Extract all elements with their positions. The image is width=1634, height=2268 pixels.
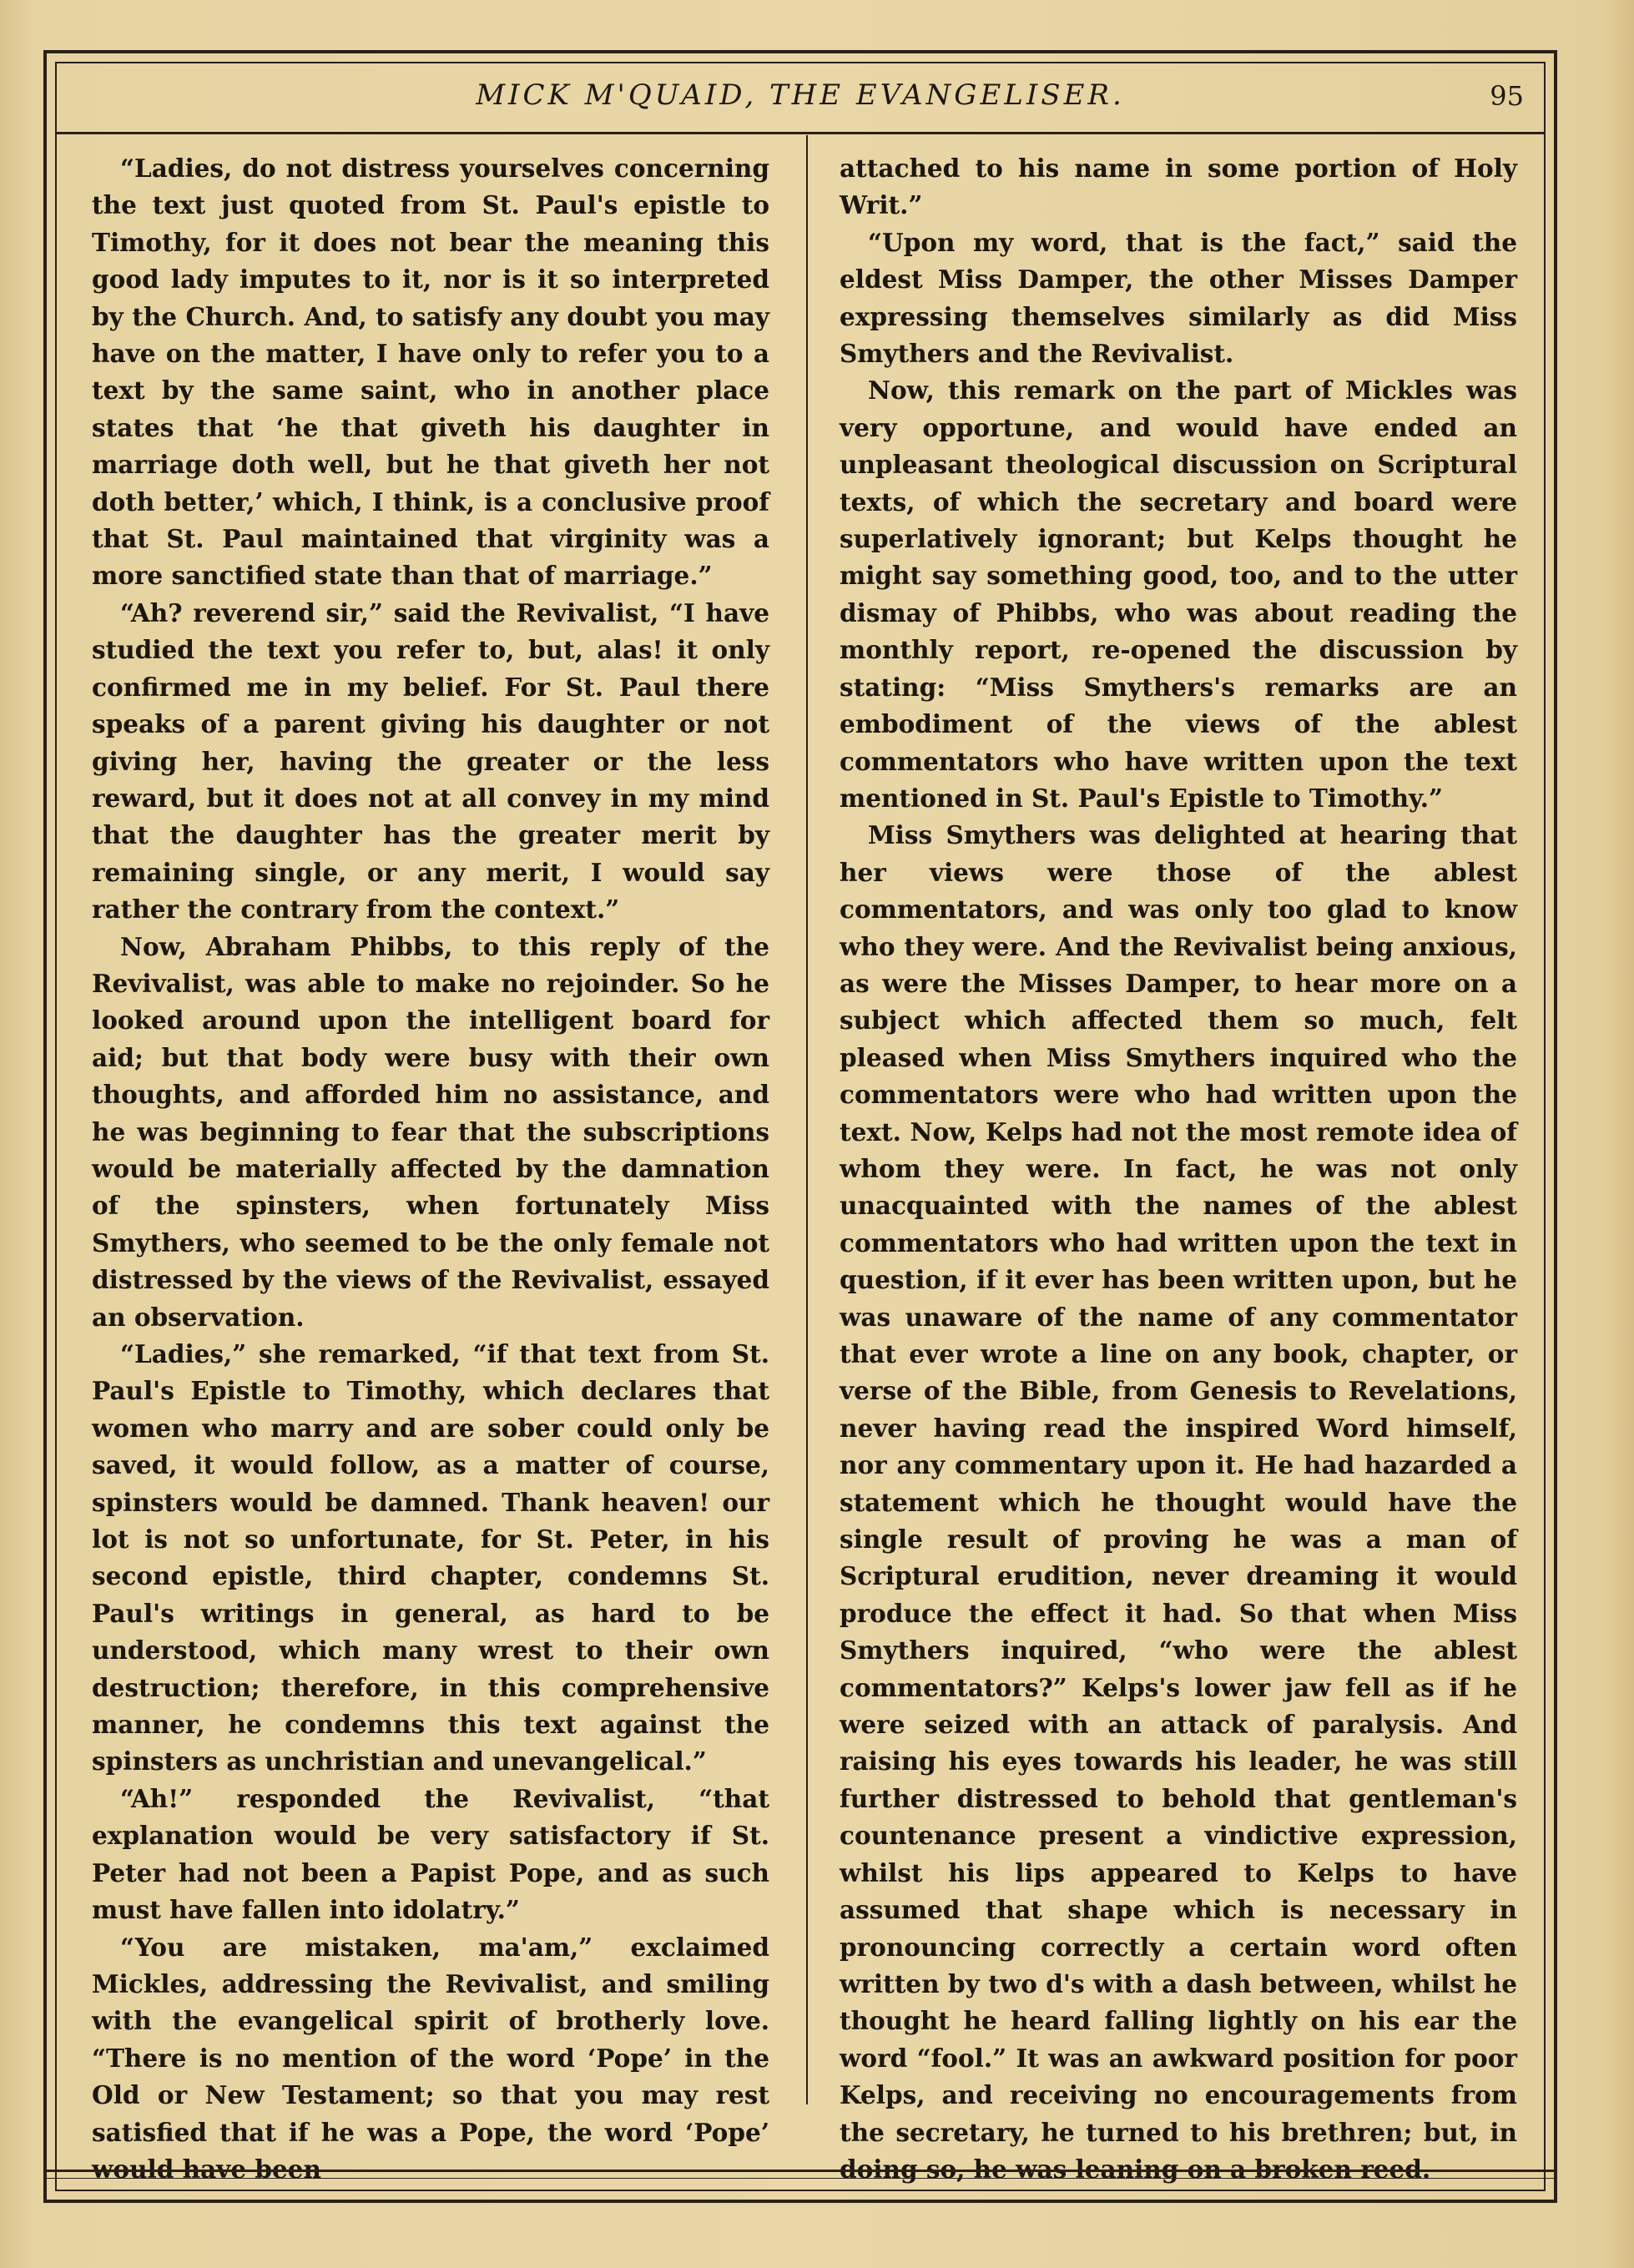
paragraph: “Ah!” responded the Revivalist, “that explanation would be very satisfactory if St. Peter had not been a Papist Pope, and as such must have fallen into idolatry.” xyxy=(92,1783,769,1925)
right-column xyxy=(840,150,1517,2184)
paragraph-continuation: attached to his name in some portion of Holy Writ.” xyxy=(840,154,1517,220)
paragraph: “Ladies,” she remarked, “if that text from St. Paul's Epistle to Timothy, which declares that women who marry and are sober could only be saved, it would follow, as a matter of course, spinsters would be damned. Thank heaven! our lot is not so unfortunate, for St. Peter, in his second epistle, third chapter, condemns St. Paul's writings in general, as hard to be understood, which many wrest to their own destruction; therefore, in this comprehensive manner, he condemns this text against the spinsters as unchristian and unevangelical.” xyxy=(92,1339,769,1777)
left-column xyxy=(92,150,769,2184)
paragraph: Now, this remark on the part of Mickles was very opportune, and would have ended an unpleasant theological discussion on Scriptural texts, of which the secretary and board were superlatively ignorant; but Kelps thought he might say something good, too, and to the utter dismay of Phibbs, who was about reading the monthly report, re-opened the discussion by stating: “Miss Smythers's remarks are an embodiment of the views of the ablest commentators who have written upon the text mentioned in St. Paul's Epistle to Timothy.” xyxy=(840,375,1517,813)
paragraph: “Ah? reverend sir,” said the Revivalist, “I have studied the text you refer to, but, alas! it only confirmed me in my belief. For St. Paul there speaks of a parent giving his daughter or not giving her, having the greater or the less reward, but it does not at all convey in my mind that the daughter has the greater merit by remaining single, or any merit, I would say rather the contrary from the context.” xyxy=(92,597,769,925)
paragraph: Miss Smythers was delighted at hearing that her views were those of the ablest commentators, and was only too glad to know who they were. And the Revivalist being anxious, as were the Misses Damper, to hear more on a subject which affected them so much, felt pleased when Miss Smythers inquired who the commentators were who had written upon the text. Now, Kelps had not the most remote idea of whom they were. In fact, he was not only unacquainted with the names of the ablest commentators who had written upon the text in question, if it ever has been written upon, but he was unaware of the name of any commentator that ever wrote a line on any book, chapter, or verse of the Bible, from Genesis to Revelations, never having read the inspired Word himself, nor any commentary upon it. He had hazarded a statement which he thought would have the single result of proving he was a man of Scriptural erudition, never dreaming it would produce the effect it had. So that when Miss Smythers inquired, “who were the ablest commentators?” Kelps's lower jaw fell as if he were seized with an attack of paralysis. And raising his eyes towards his leader, he was still further distressed to behold that gentleman's countenance present a vindictive expression, whilst his lips appeared to Kelps to have assumed that shape which is necessary in pronouncing correctly a certain word often written by two d's with a dash between, whilst he thought he heard falling lightly on his ear the word “fool.” It was an awkward position for poor Kelps, and receiving no encouragements from the secretary, he turned to his brethren; but, in doing so, he was leaning on a broken reed. xyxy=(840,820,1517,2184)
page-number: 95 xyxy=(1490,80,1524,112)
paragraph: “Upon my word, that is the fact,” said the eldest Miss Damper, the other Misses Damper expressing themselves similarly as did Miss Smythers and the Revivalist. xyxy=(840,227,1517,369)
running-title: MICK M'QUAID, THE EVANGELISER. xyxy=(476,78,1125,112)
column-divider xyxy=(806,135,808,2104)
header-rule xyxy=(55,132,1546,134)
paragraph: Now, Abraham Phibbs, to this reply of the Revivalist, was able to make no rejoinder. So he looked around upon the intelligent board for aid; but that body were busy with their own thoughts, and afforded him no assistance, and he was beginning to fear that the subscriptions would be materially affected by the damnation of the spinsters, when fortunately Miss Smythers, who seemed to be the only female not distressed by the views of the Revivalist, essayed an observation. xyxy=(92,931,769,1332)
footer-rule xyxy=(43,2170,1557,2172)
paragraph: “You are mistaken, ma'am,” exclaimed Mickles, addressing the Revivalist, and smiling with the evangelical spirit of brotherly love. “There is no mention of the word ‘Pope’ in the Old or New Testament; so that you may rest satisfied that if he was a Pope, the word ‘Pope’ would have been xyxy=(92,1932,769,2184)
page-header xyxy=(55,78,1546,129)
paragraph: “Ladies, do not distress yourselves concerning the text just quoted from St. Paul's epistle to Timothy, for it does not bear the meaning this good lady imputes to it, nor is it so interpreted by the Church. And, to satisfy any doubt you may have on the matter, I have only to refer you to a text by the same saint, who in another place states that ‘he that giveth his daughter in marriage doth well, but he that giveth her not doth better,’ which, I think, is a conclusive proof that St. Paul maintained that virginity was a more sanctified state than that of marriage.” xyxy=(92,154,769,591)
footer-rule-thin xyxy=(43,2178,1557,2179)
